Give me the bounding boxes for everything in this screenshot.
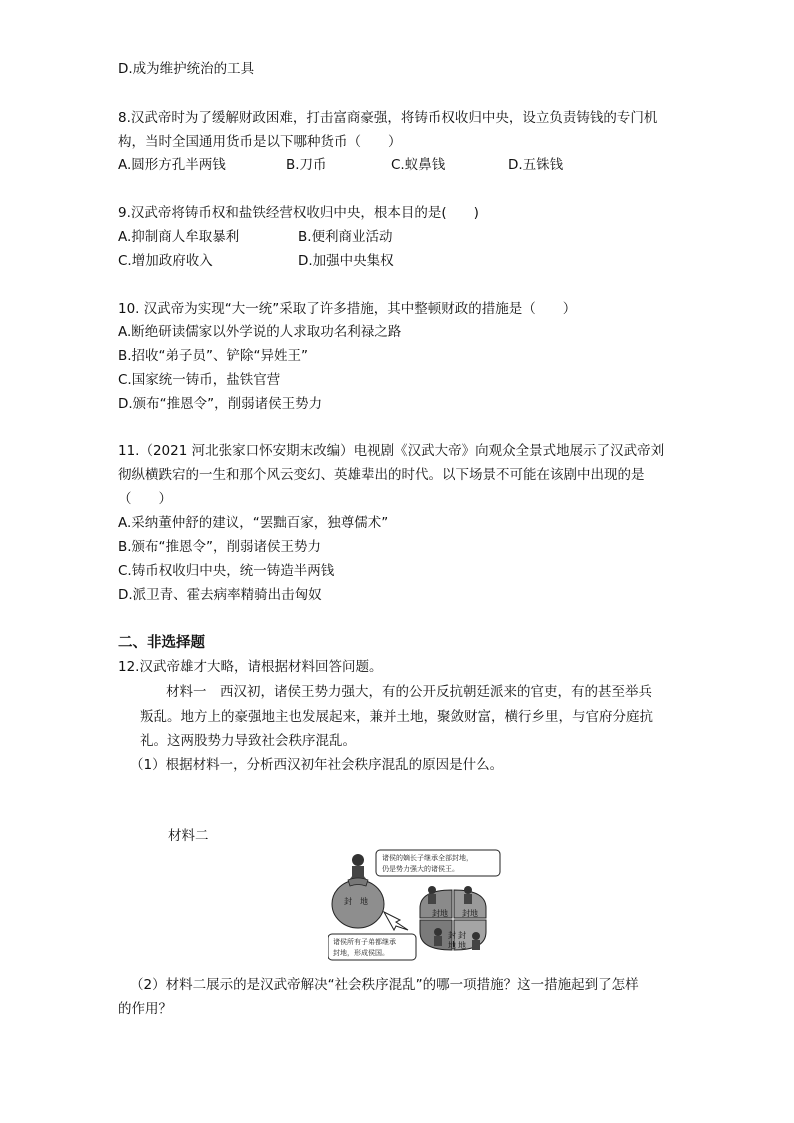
fief-piece-label-1: 封地 xyxy=(432,909,448,918)
fief-piece-label-3: 封 xyxy=(448,931,456,940)
q11-stem-line2: 彻纵横跌宕的一生和那个风云变幻、英雄辈出的时代。以下场景不可能在该剧中出现的是 xyxy=(118,467,645,483)
bubble-bottom-text-2: 封地，形成侯国。 xyxy=(333,949,389,957)
q10-option-c: C.国家统一铸币，盐铁官营 xyxy=(118,372,281,388)
material1-line3: 礼。这两股势力导致社会秩序混乱。 xyxy=(140,733,356,749)
q12-sub2-line1: （2）材料二展示的是汉武帝解决“社会秩序混乱”的哪一项措施？这一措施起到了怎样 xyxy=(130,977,639,993)
section-title: 二、非选择题 xyxy=(118,635,205,651)
q10-option-a: A.断绝研读儒家以外学说的人求取功名利禄之路 xyxy=(118,324,402,340)
q11-option-d: D.派卫青、霍去病率精骑出击匈奴 xyxy=(118,587,322,603)
material1-line2: 叛乱。地方上的豪强地主也发展起来，兼并土地，聚敛财富，横行乡里，与官府分庭抗 xyxy=(140,709,653,725)
q11-option-a: A.采纳董仲舒的建议，“罢黜百家，独尊儒术” xyxy=(118,515,389,531)
material2-illustration xyxy=(328,846,504,966)
material2-label: 材料二 xyxy=(168,828,209,844)
q9-option-a: A.抑制商人牟取暴利 xyxy=(118,229,240,245)
q11-option-c: C.铸币权收归中央，统一铸造半两钱 xyxy=(118,563,335,579)
fief-piece-label-2: 封地 xyxy=(462,909,478,918)
q12-stem: 12.汉武帝雄才大略，请根据材料回答问题。 xyxy=(118,659,383,675)
fief-piece-label-6: 地 xyxy=(458,941,466,950)
q8-option-d: D.五铢钱 xyxy=(508,157,564,173)
q12-sub1: （1）根据材料一，分析西汉初年社会秩序混乱的原因是什么。 xyxy=(130,757,504,773)
q9-stem: 9.汉武帝将铸币权和盐铁经营权收归中央，根本目的是( ) xyxy=(118,205,479,221)
big-land-label: 封 地 xyxy=(344,897,368,906)
q12-sub2-line2: 的作用？ xyxy=(118,1001,172,1017)
q7-option-d: D.成为维护统治的工具 xyxy=(118,61,255,77)
fief-piece-label-4: 地 xyxy=(448,941,456,950)
q8-option-c: C.蚁鼻钱 xyxy=(391,157,446,173)
q8-option-a: A.圆形方孔半两钱 xyxy=(118,157,226,173)
q8-stem-line1: 8.汉武帝时为了缓解财政困难，打击富商豪强，将铸币权收归中央，设立负责铸钱的专门机 xyxy=(118,110,658,126)
q11-stem-line1: 11.（2021 河北张家口怀安期末改编）电视剧《汉武大帝》向观众全景式地展示了汉武帝刘 xyxy=(118,443,665,459)
bubble-top-text-2: 仍是势力强大的诸侯王。 xyxy=(382,865,459,873)
material1-line1: 材料一 西汉初，诸侯王势力强大，有的公开反抗朝廷派来的官吏，有的甚至举兵 xyxy=(166,684,652,700)
q11-option-b: B.颁布“推恩令”，削弱诸侯王势力 xyxy=(118,539,322,555)
q10-option-b: B.招收“弟子员”、铲除“异姓王” xyxy=(118,348,309,364)
q10-stem: 10. 汉武帝为实现“大一统”采取了许多措施，其中整顿财政的措施是（ ） xyxy=(118,301,577,317)
q9-option-d: D.加强中央集权 xyxy=(298,253,394,269)
q10-option-d: D.颁布“推恩令”，削弱诸侯王势力 xyxy=(118,396,323,412)
bubble-top-text-1: 诸侯的嫡长子继承全部封地， xyxy=(382,854,473,862)
q8-option-b: B.刀币 xyxy=(286,157,327,173)
fief-piece-label-5: 封 xyxy=(458,931,466,940)
q9-option-b: B.便利商业活动 xyxy=(298,229,393,245)
q9-option-c: C.增加政府收入 xyxy=(118,253,213,269)
bubble-bottom-text-1: 诸侯所有子弟都继承 xyxy=(333,938,396,946)
q8-stem-line2: 构，当时全国通用货币是以下哪种货币（ ） xyxy=(118,134,402,150)
arrow-icon xyxy=(384,912,408,930)
q11-stem-line3: （ ） xyxy=(118,491,172,507)
